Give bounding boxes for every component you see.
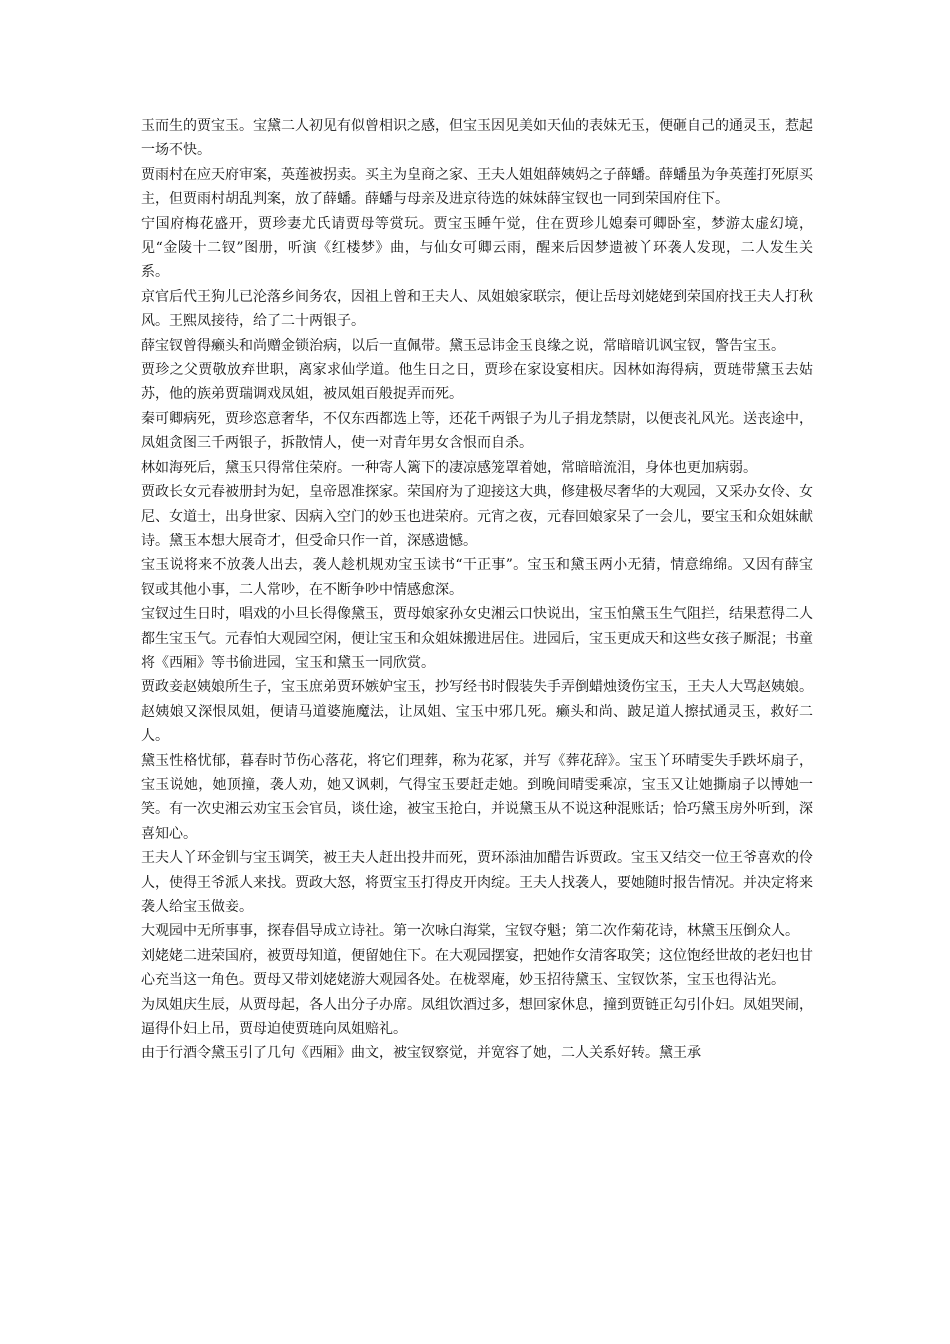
paragraph: 宝钗过生日时，唱戏的小旦长得像黛玉，贾母娘家孙女史湘云口快说出，宝玉怕黛玉生气阻拦，结果惹得二人都生宝玉气。元春怕大观园空闲，便让宝玉和众姐妹搬进居住。进园后，宝玉更成天和这些女孩子厮混；书童将《西厢》等书偷进园，宝玉和黛玉一同欣赏。 [141,606,813,671]
paragraph: 贾政长女元春被册封为妃，皇帝恩准探家。荣国府为了迎接这大典，修建极尽奢华的大观园，又采办女伶、女尼、女道士，出身世家、因病入空门的妙玉也进荣府。元宵之夜，元春回娘家呆了一会儿，要宝玉和众姐妹献诗。黛玉本想大展奇才，但受命只作一首，深感遗憾。 [141,484,813,549]
paragraph: 薛宝钗曾得癞头和尚赠金锁治病，以后一直佩带。黛玉忌讳金玉良缘之说，常暗暗讥讽宝钗，警告宝玉。 [141,337,785,354]
paragraph: 秦可卿病死，贾珍恣意奢华，不仅东西都选上等，还花千两银子为儿子捐龙禁尉，以便丧礼风光。送丧途中，凤姐贪图三千两银子，拆散情人，使一对青年男女含恨而自杀。 [141,410,813,452]
paragraph: 贾政妾赵姨娘所生子，宝玉庶弟贾环嫉妒宝玉，抄写经书时假装失手弄倒蜡烛烫伤宝玉，王夫人大骂赵姨娘。赵姨娘又深恨凤姐，便请马道婆施魔法，让凤姐、宝玉中邪几死。癞头和尚、跛足道人擦拭通灵玉，救好二人。 [141,679,813,745]
paragraph: 由于行酒令黛玉引了几句《西厢》曲文，被宝钗察觉，并宽容了她，二人关系好转。黛王承 [141,1045,701,1062]
paragraph: 宁国府梅花盛开，贾珍妻尤氏请贾母等赏玩。贾宝玉睡午觉，住在贾珍儿媳秦可卿卧室，梦游太虚幻境，见“金陵十二钗”图册，听演《红楼梦》曲，与仙女可卿云雨，醒来后因梦遗被丫环袭人发现，二人发生关系。 [141,215,813,281]
paragraph: 贾雨村在应天府审案，英莲被拐卖。买主为皇商之家、王夫人姐姐薛姨妈之子薛蟠。薛蟠虽为争英莲打死原买主，但贾雨村胡乱判案，放了薛蟠。薛蟠与母亲及进京待选的妹妹薛宝钗也一同到荣国府住下。 [141,166,813,208]
paragraph: 为凤姐庆生辰，从贾母起，各人出分子办席。凤组饮酒过多，想回家休息，撞到贾链正勾引仆妇。凤姐哭闹，逼得仆妇上吊，贾母迫使贾琏向凤姐赔礼。 [141,996,813,1038]
paragraph: 黛玉性格忧郁，暮春时节伤心落花，将它们理葬，称为花冢，并写《葬花辞》。宝玉丫环晴雯失手跌坏扇子，宝玉说她，她顶撞，袭人劝，她又讽刺，气得宝玉要赶走她。到晚间晴雯乘凉，宝玉又让她撕扇子以博她一笑。有一次史湘云劝宝玉会官员，谈仕途，被宝玉抢白，并说黛玉从不说这种混账话；恰巧黛玉房外听到，深喜知心。 [141,752,813,842]
paragraph: 玉而生的贾宝玉。宝黛二人初见有似曾相识之感，但宝玉因见美如天仙的表妹无玉，便砸自己的通灵玉，惹起一场不快。 [141,118,813,159]
paragraph: 大观园中无所事事，探春倡导成立诗社。第一次咏白海棠，宝钗夺魁；第二次作菊花诗，林黛玉压倒众人。 [141,923,799,940]
paragraph: 京官后代王狗儿已沦落乡间务农，因祖上曾和王夫人、凤姐娘家联宗，便让岳母刘姥姥到荣国府找王夫人打秋风。王熙凤接待，给了二十两银子。 [141,288,813,330]
document-page [141,114,813,1066]
paragraph: 贾珍之父贾敬放弃世职，离家求仙学道。他生日之日，贾珍在家设宴相庆。因林如海得病，贾琏带黛玉去姑苏，他的族弟贾瑞调戏凤姐，被凤姐百般捉弄而死。 [141,362,813,403]
paragraph: 宝玉说将来不放袭人出去，袭人趁机规劝宝玉读书“干正事”。宝玉和黛玉两小无猜，情意绵绵。又因有薛宝钗或其他小事，二人常吵，在不断争吵中情感愈深。 [141,557,813,598]
paragraph: 刘姥姥二进荣国府，被贾母知道，便留她住下。在大观园摆宴，把她作女清客取笑；这位饱经世故的老妇也甘心充当这一角色。贾母又带刘姥姥游大观园各处。在栊翠庵，妙玉招待黛玉、宝钗饮茶，宝玉也得沾光。 [141,947,813,989]
paragraph: 王夫人丫环金钏与宝玉调笑，被王夫人赶出投井而死，贾环添油加醋告诉贾政。宝玉又结交一位王爷喜欢的伶人，使得王爷派人来找。贾政大怒，将贾宝玉打得皮开肉绽。王夫人找袭人，要她随时报告情况。并决定将来袭人给宝玉做妾。 [141,850,813,915]
paragraph: 林如海死后，黛玉只得常住荣府。一种寄人篱下的凄凉感笼罩着她，常暗暗流泪，身体也更加病弱。 [141,459,757,476]
